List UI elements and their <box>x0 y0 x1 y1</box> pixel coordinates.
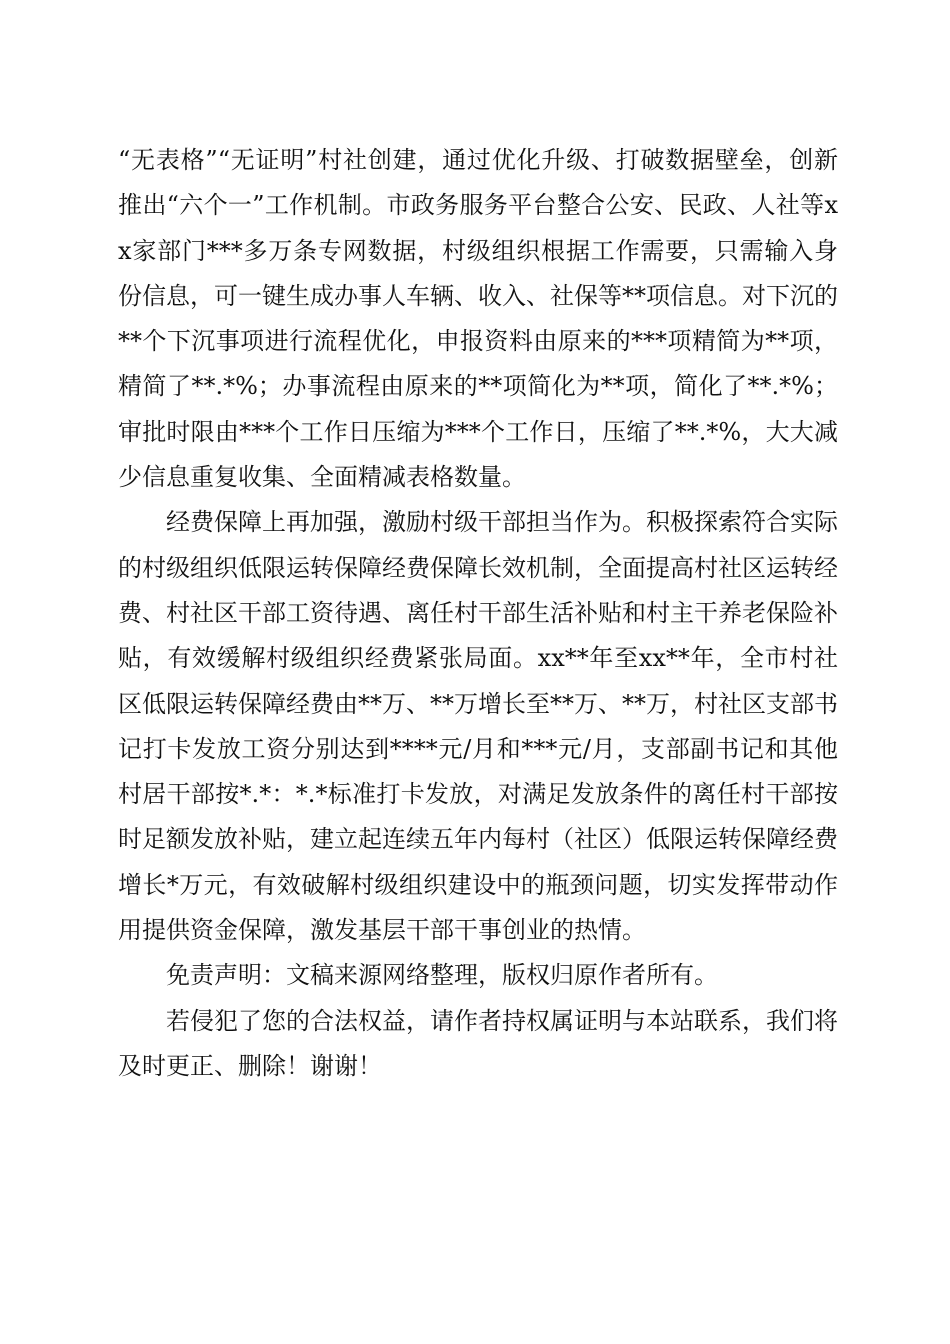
paragraph-funding-guarantee: 经费保障上再加强，激励村级干部担当作为。积极探索符合实际的村级组织低限运转保障经费保障长效机制，全面提高村社区运转经费、村社区干部工资待遇、离任村干部生活补贴和村主干养老保险补贴，有效缓解村级组织经费紧张局面。xx**年至xx**年，全市村社区低限运转保障经费由**万、**万增长至**万、**万，村社区支部书记打卡发放工资分别达到****元/月和***元/月，支部副书记和其他村居干部按*.*：*.*标准打卡发放，对满足发放条件的离任村干部按时足额发放补贴，建立起连续五年内每村（社区）低限运转保障经费增长*万元，有效破解村级组织建设中的瓶颈问题，切实发挥带动作用提供资金保障，激发基层干部干事创业的热情。 <box>118 508 838 945</box>
paragraph-no-table-village: “无表格”“无证明”村社创建，通过优化升级、打破数据壁垒，创新推出“六个一”工作机制。市政务服务平台整合公安、民政、人社等xx家部门***多万条专网数据，村级组织根据工作需要，只需输入身份信息，可一键生成办事人车辆、收入、社保等**项信息。对下沉的**个下沉事项进行流程优化，申报资料由原来的***项精简为**项，精简了**.*%；办事流程由原来的**项简化为**项，简化了**.*%；审批时限由***个工作日压缩为***个工作日，压缩了**.*%，大大减少信息重复收集、全面精减表格数量。 <box>118 146 838 492</box>
copyright-notice: 若侵犯了您的合法权益，请作者持权属证明与本站联系，我们将及时更正、删除！谢谢！ <box>118 1006 838 1080</box>
disclaimer-line: 免责声明：文稿来源网络整理，版权归原作者所有。 <box>166 961 718 990</box>
document-body <box>118 138 838 1089</box>
